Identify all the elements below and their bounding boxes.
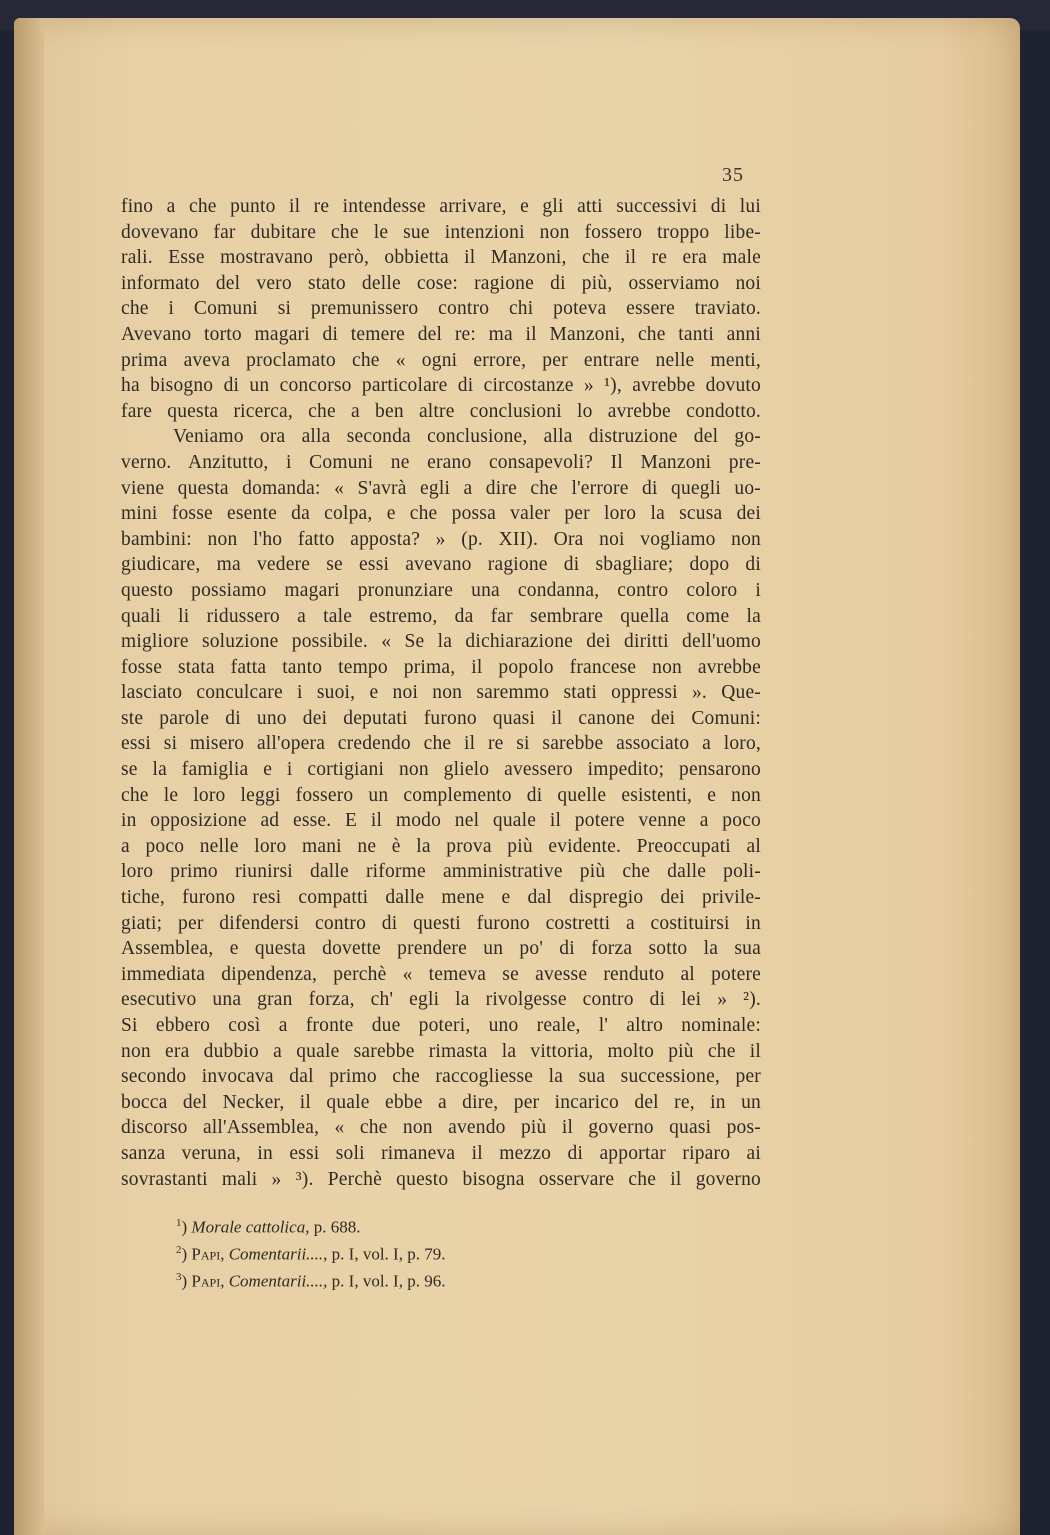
footnote-reference: p. 688. (309, 1217, 361, 1237)
body-text (121, 194, 761, 1192)
text-line: prima aveva proclamato che « ogni errore, per entrare nelle menti, (121, 349, 761, 371)
footnotes (176, 1212, 445, 1293)
text-line: fare questa ricerca, che a ben altre conclusioni lo avrebbe condotto. (121, 400, 761, 422)
text-line: sanza veruna, in essi soli rimaneva il mezzo di apportar riparo ai (121, 1142, 761, 1164)
text-line: essi si misero all'opera credendo che il re si sarebbe associato a loro, (121, 733, 761, 755)
footnote-mark: 2 (176, 1244, 182, 1257)
footnote: $^3$) Papi, Comentarii...., p. I, vol. I, p. 96. (176, 1271, 446, 1291)
text-line: in opposizione ad esse. E il modo nel quale il potere venne a poco (121, 810, 761, 832)
text-line: esecutivo una gran forza, ch' egli la rivolgesse contro di lei » ²). (121, 989, 761, 1011)
text-line: informato del vero stato delle cose: ragione di più, osserviamo noi (121, 272, 761, 294)
text-line: fino a che punto il re intendesse arrivare, e gli atti successivi di lui (121, 196, 761, 217)
text-line: Veniamo ora alla seconda conclusione, alla distruzione del go- (173, 426, 761, 448)
footnote-author: Papi, (191, 1271, 225, 1291)
footnote-reference: p. I, vol. I, p. 96. (327, 1271, 446, 1291)
page-gutter (14, 18, 44, 1535)
text-line: a poco nelle loro mani ne è la prova più evidente. Preoccupati al (121, 835, 761, 857)
text-line: secondo invocava dal primo che raccogliesse la sua successione, per (121, 1066, 761, 1088)
text-line: ha bisogno di un concorso particolare di circostanze » ¹), avrebbe dovuto (121, 375, 761, 397)
text-line: bambini: non l'ho fatto apposta? » (p. XII). Ora noi vogliamo non (121, 528, 761, 550)
footnote-title: Comentarii...., (228, 1271, 328, 1291)
text-line: tiche, furono resi compatti dalle mene e dal dispregio dei privile- (121, 887, 761, 909)
footnote-title: Morale cattolica, (191, 1217, 310, 1237)
footnote: $^2$) Papi, Comentarii...., p. I, vol. I, p. 79. (176, 1244, 446, 1264)
text-line: migliore soluzione possibile. « Se la dichiarazione dei diritti dell'uomo (121, 631, 761, 653)
text-line: Avevano torto magari di temere del re: ma il Manzoni, che tanti anni (121, 323, 761, 345)
text-line: fosse stata fatta tanto tempo prima, il popolo francese non avrebbe (121, 656, 761, 678)
footnote-mark: 3 (176, 1271, 182, 1284)
text-line: mini fosse esente da colpa, e che possa valer per loro la scusa dei (121, 503, 761, 525)
text-line: rali. Esse mostravano però, obbietta il Manzoni, che il re era male (121, 247, 761, 269)
text-line: dovevano far dubitare che le sue intenzioni non fossero troppo libe- (121, 221, 761, 243)
text-line: quali li ridussero a tale estremo, da far sembrare quella come la (121, 605, 761, 627)
text-line: discorso all'Assemblea, « che non avendo più il governo quasi pos- (121, 1117, 761, 1139)
footnote: $^1$) Morale cattolica, p. 688. (176, 1217, 361, 1237)
text-line: loro primo riunirsi dalle riforme amministrative più che dalle poli- (121, 861, 761, 883)
text-line: bocca del Necker, il quale ebbe a dire, per incarico del re, in un (121, 1091, 761, 1113)
text-line: Assemblea, e questa dovette prendere un po' di forza sotto la sua (121, 938, 761, 960)
text-line: non era dubbio a quale sarebbe rimasta la vittoria, molto più che il (121, 1040, 761, 1062)
text-line: che i Comuni si premunissero contro chi poteva essere traviato. (121, 298, 761, 320)
text-line: verno. Anzitutto, i Comuni ne erano consapevoli? Il Manzoni pre- (121, 451, 761, 473)
text-line: sovrastanti mali » ³). Perchè questo bisogna osservare che il governo (121, 1168, 761, 1190)
text-line: lasciato conculcare i suoi, e noi non saremmo stati oppressi ». Que- (121, 682, 761, 704)
text-line: giudicare, ma vedere se essi avevano ragione di sbagliare; dopo di (121, 554, 761, 576)
text-line: Si ebbero così a fronte due poteri, uno reale, l' altro nominale: (121, 1015, 761, 1036)
text-line: se la famiglia e i cortigiani non glielo avessero impedito; pensarono (121, 759, 761, 781)
text-line: giati; per difendersi contro di questi furono costretti a costituirsi in (121, 912, 761, 934)
footnote-title: Comentarii...., (228, 1244, 328, 1264)
text-line: viene questa domanda: « S'avrà egli a dire che l'errore di quegli uo- (121, 477, 761, 499)
page-number: 35 (722, 164, 744, 186)
text-line: che le loro leggi fossero un complemento di quelle esistenti, e non (121, 784, 761, 806)
footnote-mark: 1 (176, 1217, 182, 1229)
text-line: ste parole di uno dei deputati furono quasi il canone dei Comuni: (121, 707, 761, 729)
footnote-reference: p. I, vol. I, p. 79. (327, 1244, 446, 1264)
text-line: questo possiamo magari pronunziare una condanna, contro coloro i (121, 579, 761, 601)
text-line: immediata dipendenza, perchè « temeva se avesse renduto al potere (121, 963, 761, 985)
footnote-author: Papi, (191, 1244, 225, 1264)
